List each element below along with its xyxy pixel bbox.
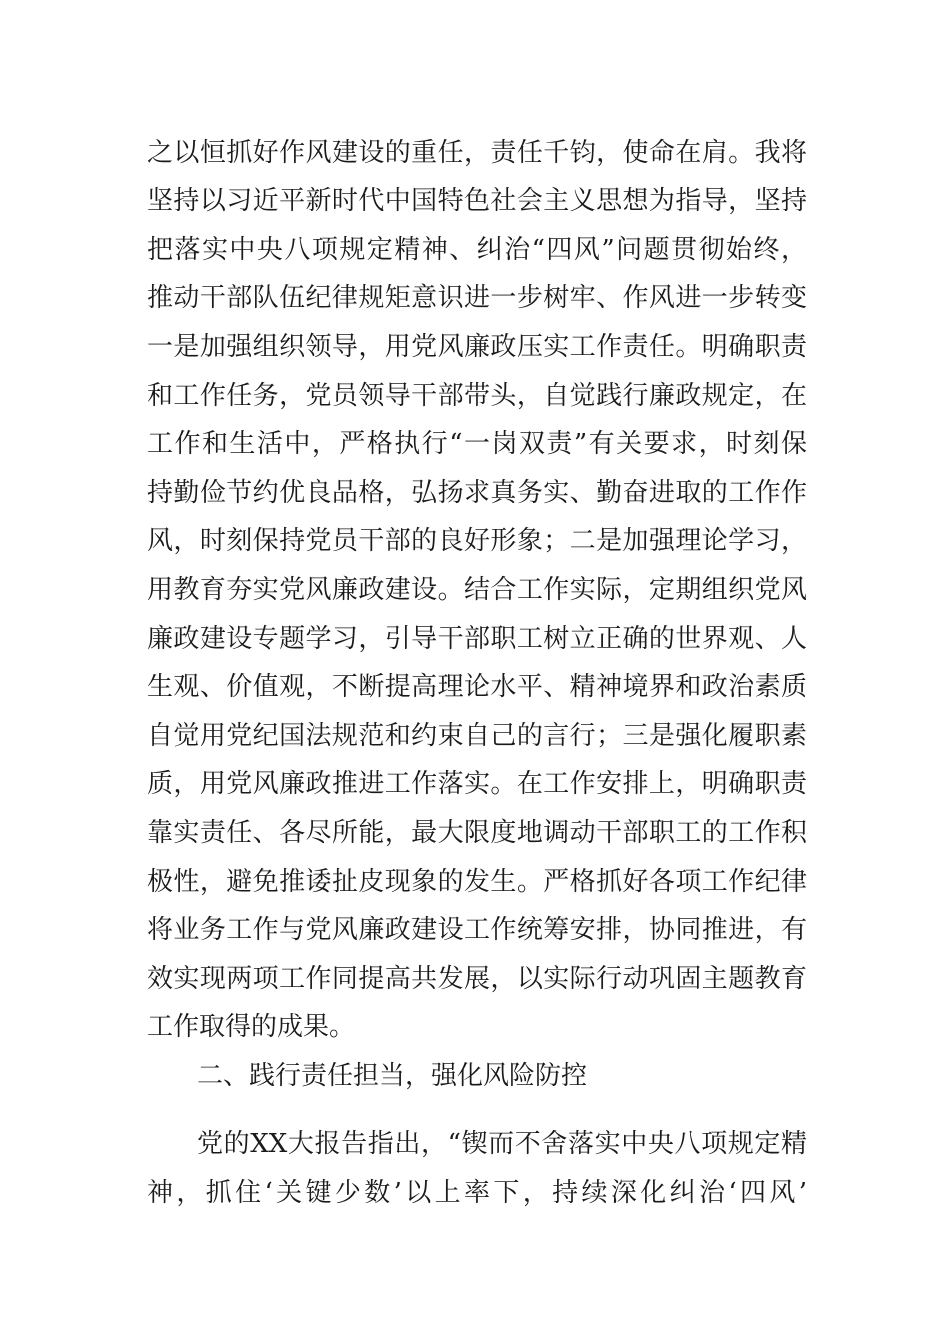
body-text-line: 工作和生活中，严格执行“一岗双责”有关要求，时刻保 (147, 429, 807, 459)
body-text-line: 靠实责任、各尽所能，最大限度地调动干部职工的工作积 (147, 818, 807, 848)
body-text-line: 把落实中央八项规定精神、纠治“四风”问题贯彻始终， (147, 235, 807, 265)
body-text-line: 极性，避免推诿扯皮现象的发生。严格抓好各项工作纪律 (147, 867, 807, 897)
body-text-line: 生观、价值观，不断提高理论水平、精神境界和政治素质 (147, 672, 807, 702)
body-text-line: 质，用党风廉政推进工作落实。在工作安排上，明确职责 (147, 769, 807, 799)
body-text-line: 和工作任务，党员领导干部带头，自觉践行廉政规定，在 (147, 381, 807, 411)
body-text-line: 将业务工作与党风廉政建设工作统筹安排，协同推进，有 (147, 915, 807, 945)
body-text-line: 风，时刻保持党员干部的良好形象；二是加强理论学习， (147, 526, 807, 556)
body-text-line: 党的XX大报告指出，“锲而不舍落实中央八项规定精 (197, 1129, 807, 1159)
body-text-line: 坚持以习近平新时代中国特色社会主义思想为指导，坚持 (147, 186, 807, 216)
body-text-line: 工作取得的成果。 (147, 1012, 356, 1042)
body-text-line: 效实现两项工作同提高共发展，以实际行动巩固主题教育 (147, 964, 807, 994)
body-text-line: 一是加强组织领导，用党风廉政压实工作责任。明确职责 (147, 332, 807, 362)
body-text-line: 持勤俭节约优良品格，弘扬求真务实、勤奋进取的工作作 (147, 478, 807, 508)
body-text-line: 用教育夯实党风廉政建设。结合工作实际，定期组织党风 (147, 575, 807, 605)
body-text-line: 之以恒抓好作风建设的重任，责任千钧，使命在肩。我将 (147, 138, 807, 168)
body-text-line: 推动干部队伍纪律规矩意识进一步树牢、作风进一步转变 (147, 283, 807, 313)
body-text-line: 神，抓住‘关键少数’以上率下，持续深化纠治‘四风’ (147, 1178, 807, 1208)
body-text-line: 自觉用党纪国法规范和约束自己的言行；三是强化履职素 (147, 721, 807, 751)
body-text-line: 廉政建设专题学习，引导干部职工树立正确的世界观、人 (147, 624, 807, 654)
section-heading: 二、践行责任担当，强化风险防控 (197, 1061, 588, 1091)
